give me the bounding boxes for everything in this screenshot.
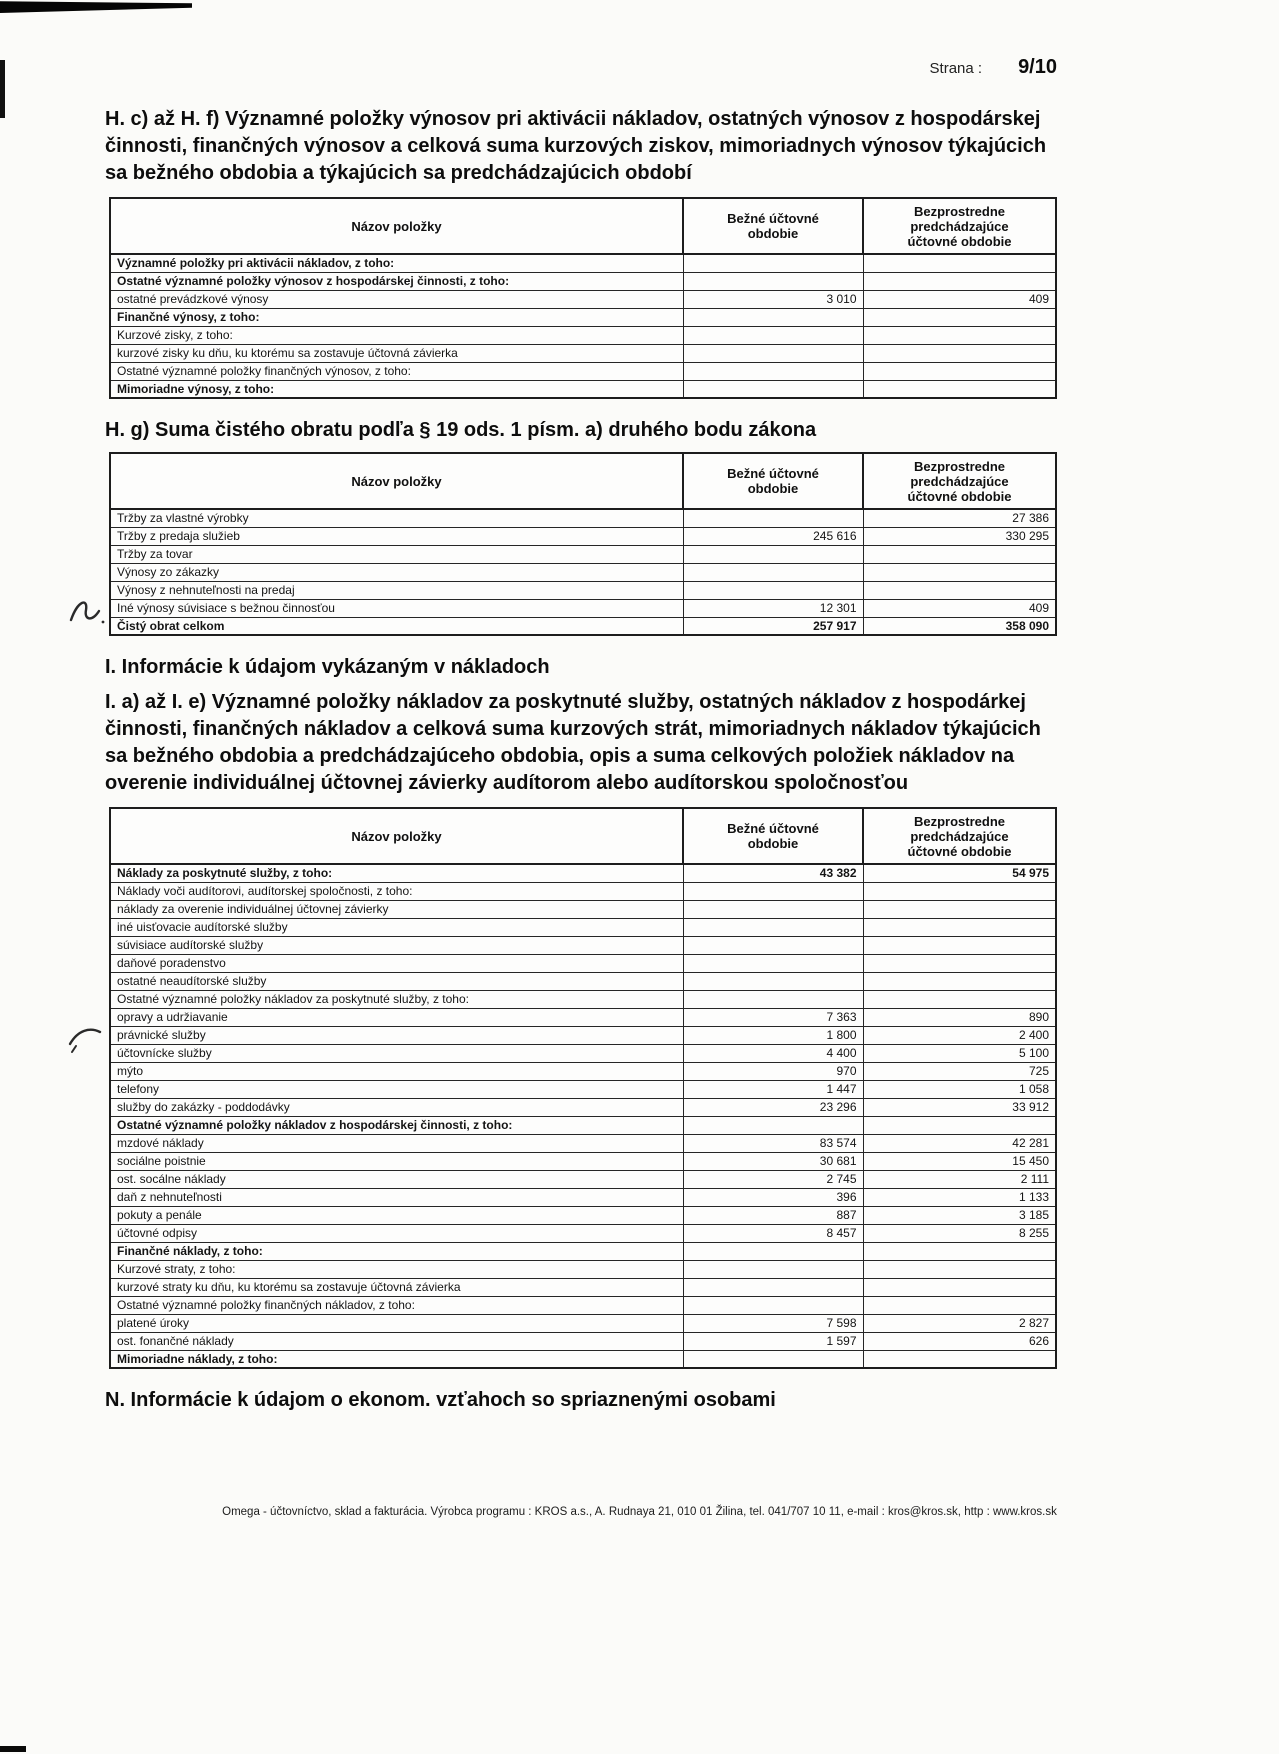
handwriting-mark [66, 1022, 106, 1058]
row-value-previous [863, 380, 1056, 398]
row-label: Kurzové zisky, z toho: [110, 326, 683, 344]
row-value-current [683, 1350, 863, 1368]
row-value-current: 245 616 [683, 527, 863, 545]
row-value-previous: 725 [863, 1062, 1056, 1080]
section-hg-heading: H. g) Suma čistého obratu podľa § 19 ods. 1 písm. a) druhého bodu zákona [105, 419, 817, 441]
row-value-current: 2 745 [683, 1170, 863, 1188]
row-label: Náklady voči audítorovi, audítorskej spoločnosti, z toho: [110, 882, 683, 900]
row-label: ost. fonančné náklady [110, 1332, 683, 1350]
column-header-predchadzajuce-obdobie: Bezprostredne predchádzajúce účtovné obdobie [863, 198, 1056, 254]
row-label: Čistý obrat celkom [110, 617, 683, 635]
row-value-previous [863, 254, 1056, 272]
row-value-previous: 5 100 [863, 1044, 1056, 1062]
row-value-previous: 2 827 [863, 1314, 1056, 1332]
column-header-predchadzajuce-obdobie: Bezprostredne predchádzajúce účtovné obdobie [863, 453, 1056, 509]
row-value-current: 970 [683, 1062, 863, 1080]
table-naklady [109, 807, 1057, 1369]
table-row [110, 1296, 1056, 1314]
row-label: daň z nehnuteľnosti [110, 1188, 683, 1206]
row-value-previous [863, 545, 1056, 563]
table-row [110, 1278, 1056, 1296]
row-label: kurzové zisky ku dňu, ku ktorému sa zostavuje účtovná závierka [110, 344, 683, 362]
row-value-current: 23 296 [683, 1098, 863, 1116]
row-value-previous [863, 900, 1056, 918]
row-label: platené úroky [110, 1314, 683, 1332]
row-label: Významné položky pri aktivácii nákladov, z toho: [110, 254, 683, 272]
row-value-previous: 42 281 [863, 1134, 1056, 1152]
row-value-current: 8 457 [683, 1224, 863, 1242]
row-value-previous [863, 1260, 1056, 1278]
table-row [110, 581, 1056, 599]
table-row [110, 936, 1056, 954]
table-row [110, 599, 1056, 617]
row-value-current: 83 574 [683, 1134, 863, 1152]
row-value-previous: 330 295 [863, 527, 1056, 545]
row-value-previous: 2 111 [863, 1170, 1056, 1188]
row-value-current: 4 400 [683, 1044, 863, 1062]
row-value-current [683, 563, 863, 581]
row-label: Iné výnosy súvisiace s bežnou činnosťou [110, 599, 683, 617]
row-label: Finančné náklady, z toho: [110, 1242, 683, 1260]
row-value-previous [863, 344, 1056, 362]
row-value-current: 887 [683, 1206, 863, 1224]
table-row [110, 972, 1056, 990]
row-value-previous: 27 386 [863, 509, 1056, 527]
row-value-current [683, 990, 863, 1008]
row-label: Tržby za vlastné výrobky [110, 509, 683, 527]
table-row [110, 380, 1056, 398]
table-row [110, 864, 1056, 882]
scan-artifact-bottom-mark [0, 1746, 26, 1752]
table-row [110, 1314, 1056, 1332]
row-label: Mimoriadne náklady, z toho: [110, 1350, 683, 1368]
table-header-row [110, 198, 1056, 254]
table-vynosy [109, 197, 1057, 399]
row-value-current: 1 800 [683, 1026, 863, 1044]
row-value-previous: 2 400 [863, 1026, 1056, 1044]
row-label: Tržby za tovar [110, 545, 683, 563]
row-value-current [683, 1278, 863, 1296]
column-header-nazov-polozky: Názov položky [110, 453, 683, 509]
row-value-current [683, 545, 863, 563]
row-value-previous [863, 972, 1056, 990]
row-label: Kurzové straty, z toho: [110, 1260, 683, 1278]
row-value-current [683, 272, 863, 290]
table-row [110, 1044, 1056, 1062]
table-row [110, 290, 1056, 308]
table-header-row [110, 453, 1056, 509]
row-value-current [683, 581, 863, 599]
row-value-current [683, 1116, 863, 1134]
table-row [110, 617, 1056, 635]
table-row [110, 1026, 1056, 1044]
column-header-bezne-obdobie: Bežné účtovné obdobie [683, 453, 863, 509]
row-label: sociálne poistnie [110, 1152, 683, 1170]
row-label: mzdové náklady [110, 1134, 683, 1152]
row-value-previous: 8 255 [863, 1224, 1056, 1242]
section-i-subheading: I. a) až I. e) Významné položky nákladov za poskytnuté služby, ostatných nákladov z hospodárkej činnosti, finančných nákladov a celková suma kurzových strát, mimoriadnych nákladov týkajúcich sa bežného obdobia a predchádzajúceho obdobia, opis a suma celkových položiek nákladov na overenie individuálnej účtovnej závierky audítorom alebo audítorskou spoločnosťou [105, 691, 1041, 794]
program-footer: Omega - účtovníctvo, sklad a fakturácia. Výrobca programu : KROS a.s., A. Rudnaya 21, 010 01 Žilina, tel. 041/707 10 11, e-mail : kros@kros.sk, http : www.kros.sk [222, 1506, 1057, 1518]
row-label: Tržby z predaja služieb [110, 527, 683, 545]
row-value-previous [863, 563, 1056, 581]
row-label: daňové poradenstvo [110, 954, 683, 972]
row-label: ost. socálne náklady [110, 1170, 683, 1188]
row-label: služby do zakázky - poddodávky [110, 1098, 683, 1116]
row-value-current [683, 254, 863, 272]
row-value-current [683, 326, 863, 344]
table-row [110, 990, 1056, 1008]
row-value-current: 7 598 [683, 1314, 863, 1332]
row-value-previous: 890 [863, 1008, 1056, 1026]
row-value-current: 43 382 [683, 864, 863, 882]
row-value-current [683, 344, 863, 362]
page-number: 9/10 [1018, 56, 1057, 78]
table-row [110, 1170, 1056, 1188]
row-label: Ostatné významné položky nákladov za poskytnuté služby, z toho: [110, 990, 683, 1008]
table-cisty-obrat [109, 452, 1057, 636]
row-label: pokuty a penále [110, 1206, 683, 1224]
row-label: opravy a udržiavanie [110, 1008, 683, 1026]
table-row [110, 527, 1056, 545]
row-value-previous [863, 954, 1056, 972]
table-row [110, 1242, 1056, 1260]
row-label: kurzové straty ku dňu, ku ktorému sa zostavuje účtovná závierka [110, 1278, 683, 1296]
table-row [110, 1008, 1056, 1026]
row-label: Výnosy zo zákazky [110, 563, 683, 581]
section-i-heading: I. Informácie k údajom vykázaným v nákladoch [105, 656, 550, 678]
table-row [110, 1260, 1056, 1278]
row-value-previous [863, 936, 1056, 954]
row-value-current: 396 [683, 1188, 863, 1206]
table-row [110, 308, 1056, 326]
row-label: Ostatné významné položky nákladov z hospodárskej činnosti, z toho: [110, 1116, 683, 1134]
table-row [110, 1350, 1056, 1368]
table-row [110, 1134, 1056, 1152]
row-value-current [683, 1296, 863, 1314]
row-value-current [683, 918, 863, 936]
row-label: Ostatné významné položky finančných nákladov, z toho: [110, 1296, 683, 1314]
row-value-current [683, 954, 863, 972]
row-value-previous [863, 1278, 1056, 1296]
section-n-heading: N. Informácie k údajom o ekonom. vzťahoch so spriaznenými osobami [105, 1389, 776, 1411]
table-row [110, 272, 1056, 290]
row-value-previous [863, 882, 1056, 900]
row-value-previous [863, 918, 1056, 936]
row-value-previous: 15 450 [863, 1152, 1056, 1170]
table-row [110, 918, 1056, 936]
row-value-previous [863, 581, 1056, 599]
table-row [110, 545, 1056, 563]
table-row [110, 344, 1056, 362]
table-row [110, 900, 1056, 918]
scan-artifact-left-bar [0, 60, 5, 118]
row-label: Mimoriadne výnosy, z toho: [110, 380, 683, 398]
row-label: ostatné neaudítorské služby [110, 972, 683, 990]
table-row [110, 254, 1056, 272]
row-label: Finančné výnosy, z toho: [110, 308, 683, 326]
column-header-predchadzajuce-obdobie: Bezprostredne predchádzajúce účtovné obdobie [863, 808, 1056, 864]
row-label: účtovnícke služby [110, 1044, 683, 1062]
row-value-current [683, 380, 863, 398]
row-label: právnické služby [110, 1026, 683, 1044]
row-value-previous [863, 990, 1056, 1008]
row-value-previous [863, 1242, 1056, 1260]
table-row [110, 882, 1056, 900]
scan-artifact-top-bar [0, 0, 192, 13]
row-value-previous: 3 185 [863, 1206, 1056, 1224]
table-row [110, 1206, 1056, 1224]
row-value-previous: 54 975 [863, 864, 1056, 882]
row-value-current: 30 681 [683, 1152, 863, 1170]
row-value-current [683, 1242, 863, 1260]
column-header-nazov-polozky: Názov položky [110, 808, 683, 864]
row-value-current [683, 882, 863, 900]
row-label: súvisiace audítorské služby [110, 936, 683, 954]
row-value-current: 3 010 [683, 290, 863, 308]
row-value-current: 1 597 [683, 1332, 863, 1350]
column-header-nazov-polozky: Názov položky [110, 198, 683, 254]
row-label: iné uisťovacie audítorské služby [110, 918, 683, 936]
row-label: mýto [110, 1062, 683, 1080]
table-row [110, 1152, 1056, 1170]
row-value-current [683, 900, 863, 918]
row-value-previous: 626 [863, 1332, 1056, 1350]
row-value-previous: 33 912 [863, 1098, 1056, 1116]
row-label: účtovné odpisy [110, 1224, 683, 1242]
row-value-previous [863, 1116, 1056, 1134]
row-value-previous [863, 1296, 1056, 1314]
row-value-previous: 1 133 [863, 1188, 1056, 1206]
row-value-current [683, 509, 863, 527]
table-row [110, 1116, 1056, 1134]
page-number-block [930, 56, 1057, 79]
table-row [110, 1332, 1056, 1350]
table-row [110, 1080, 1056, 1098]
table-row [110, 1188, 1056, 1206]
row-label: ostatné prevádzkové výnosy [110, 290, 683, 308]
row-value-current: 7 363 [683, 1008, 863, 1026]
table-row [110, 563, 1056, 581]
row-value-current [683, 1260, 863, 1278]
table-row [110, 1062, 1056, 1080]
row-label: náklady za overenie individuálnej účtovnej závierky [110, 900, 683, 918]
table-row [110, 362, 1056, 380]
column-header-bezne-obdobie: Bežné účtovné obdobie [683, 198, 863, 254]
row-label: telefony [110, 1080, 683, 1098]
row-value-previous [863, 272, 1056, 290]
row-value-current: 257 917 [683, 617, 863, 635]
row-value-previous [863, 362, 1056, 380]
table-header-row [110, 808, 1056, 864]
document-content [105, 106, 1055, 1422]
row-value-previous: 358 090 [863, 617, 1056, 635]
row-value-current [683, 936, 863, 954]
row-value-current [683, 972, 863, 990]
row-value-current [683, 308, 863, 326]
row-label: Výnosy z nehnuteľnosti na predaj [110, 581, 683, 599]
table-row [110, 1098, 1056, 1116]
row-label: Náklady za poskytnuté služby, z toho: [110, 864, 683, 882]
row-value-previous: 409 [863, 599, 1056, 617]
row-value-current: 1 447 [683, 1080, 863, 1098]
section-h-heading: H. c) až H. f) Významné položky výnosov pri aktivácii nákladov, ostatných výnosov z hospodárskej činnosti, finančných výnosov a celková suma kurzových ziskov, mimoriadnych výnosov týkajúcich sa bežného obdobia a týkajúcich sa predchádzajúcich období [105, 108, 1047, 184]
row-label: Ostatné významné položky finančných výnosov, z toho: [110, 362, 683, 380]
row-value-previous: 1 058 [863, 1080, 1056, 1098]
table-row [110, 509, 1056, 527]
table-row [110, 326, 1056, 344]
row-value-current [683, 362, 863, 380]
row-value-previous [863, 326, 1056, 344]
page-label: Strana : [929, 60, 983, 77]
row-value-previous: 409 [863, 290, 1056, 308]
table-row [110, 954, 1056, 972]
table-row [110, 1224, 1056, 1242]
handwriting-mark [68, 596, 108, 636]
row-value-previous [863, 1350, 1056, 1368]
row-value-previous [863, 308, 1056, 326]
row-value-current: 12 301 [683, 599, 863, 617]
column-header-bezne-obdobie: Bežné účtovné obdobie [683, 808, 863, 864]
row-label: Ostatné významné položky výnosov z hospodárskej činnosti, z toho: [110, 272, 683, 290]
